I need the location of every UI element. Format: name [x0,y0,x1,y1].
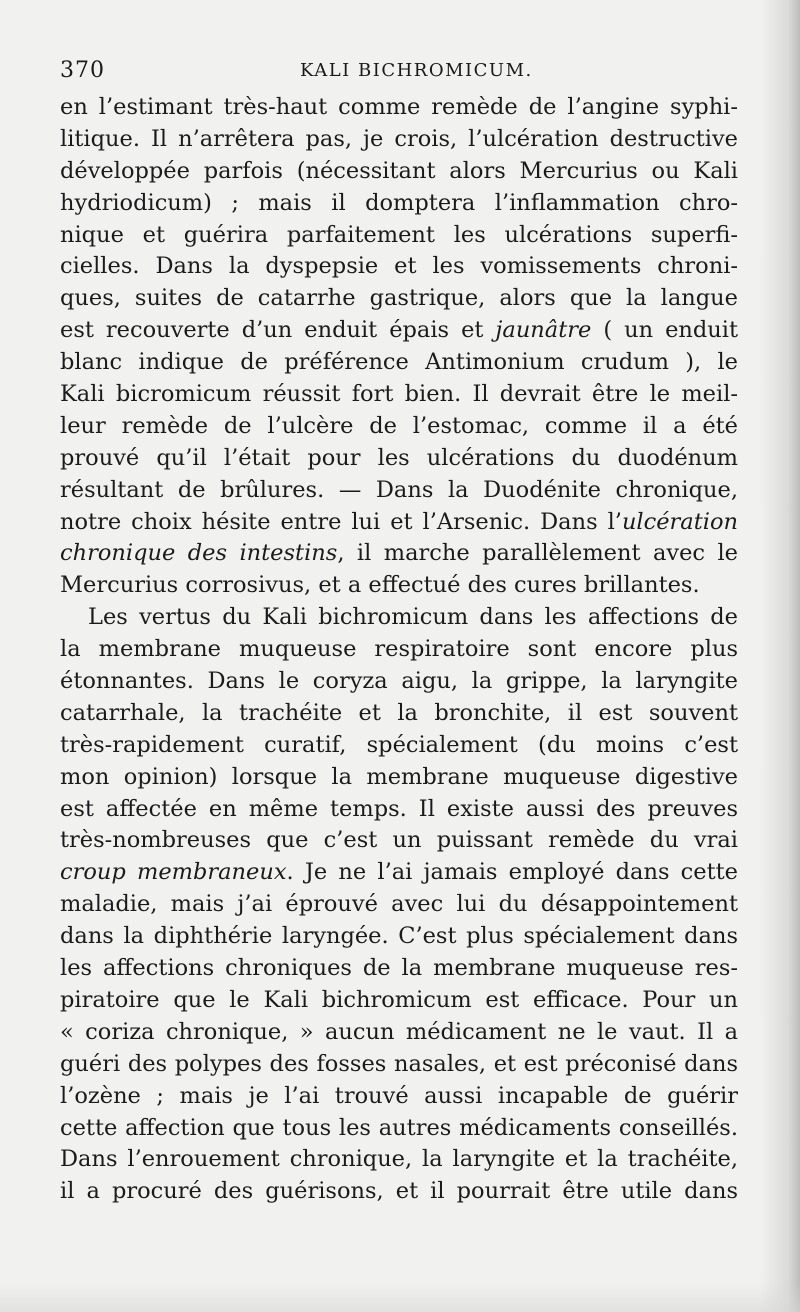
text-line [60,634,738,666]
italic-text: croup membraneux [60,859,287,886]
text-line [60,92,738,124]
text-segment: en l’estimant très-haut comme remède de l’angine syphi- [60,94,738,120]
text-segment: très-rapidement curatif, spécialement (du moins c’est [60,731,738,758]
italic-text: jaunâtre [495,317,592,344]
text-line [60,475,738,507]
text-line [60,698,738,730]
text-line [60,921,738,953]
text-segment: « coriza chronique, » aucun médicament ne le vaut. Il a [60,1018,738,1045]
text-line [60,188,738,220]
text-segment: piratoire que le Kali bichromicum est efficace. Pour un [60,986,738,1013]
text-segment: , il marche parallèlement avec le [337,540,738,567]
text-line [60,251,738,283]
text-segment: est affectée en même temps. Il existe aussi des preuves [60,795,738,822]
text-line [60,347,738,379]
running-title: KALI BICHROMICUM. [300,60,533,81]
text-line [60,1017,738,1049]
text-segment: il a procuré des guérisons, et il pourrait être utile dans [60,1178,738,1205]
page-edge-shadow [760,0,800,1312]
text-segment: ( un enduit [591,317,739,344]
text-line [60,794,738,826]
text-segment: la membrane muqueuse respiratoire sont encore plus [60,636,738,663]
text-segment: maladie, mais j’ai éprouvé avec lui du désappointement [60,891,738,918]
page-number: 370 [60,58,105,83]
text-line [60,570,738,602]
text-line [60,825,738,857]
text-line [60,602,738,634]
italic-text: ulcération [621,508,738,535]
text-segment: Mercurius corrosivus, et a effectué des cures brillantes. [60,572,700,599]
text-line [60,156,738,188]
text-line [60,666,738,698]
text-line [60,124,738,156]
text-segment: cette affection que tous les autres médicaments conseillés. [60,1114,738,1141]
text-line [60,730,738,762]
text-line [60,1144,738,1176]
text-line [60,538,738,570]
text-line [60,953,738,985]
running-header [60,58,710,88]
text-line [60,315,738,347]
text-segment: guéri des polypes des fosses nasales, et est préconisé dans [60,1050,738,1077]
text-line [60,1113,738,1145]
text-segment: litique. Il n’arrêtera pas, je crois, l’ulcération destructive [60,125,738,152]
text-segment: développée parfois (nécessitant alors Mercurius ou Kali [60,157,738,184]
text-segment: nique et guérira parfaitement les ulcérations superfi- [60,221,738,248]
text-segment: blanc indique de préférence Antimonium crudum ), le [60,349,738,376]
text-segment: très-nombreuses que c’est un puissant remède du vrai [60,827,738,854]
text-segment: leur remède de l’ulcère de l’estomac, comme il a été [60,412,738,439]
text-segment: est recouverte d’un enduit épais et [60,317,496,344]
text-segment: Kali bicromicum réussit fort bien. Il devrait être le meil- [60,381,738,408]
text-segment: notre choix hésite entre lui et l’Arsenic. Dans l’ [60,508,622,535]
text-segment: cielles. Dans la dyspepsie et les vomissements chroni- [60,253,738,280]
text-segment: hydriodicum) ; mais il domptera l’inflammation chro- [60,189,738,216]
text-line [60,283,738,315]
text-line [60,1081,738,1113]
text-segment: dans la diphthérie laryngée. C’est plus spécialement dans [60,923,738,950]
text-line [60,1176,738,1208]
text-line [60,985,738,1017]
page-bottom-shadow [0,1282,800,1312]
text-segment: Dans l’enrouement chronique, la laryngite et la trachéite, [60,1146,738,1173]
text-segment: étonnantes. Dans le coryza aigu, la grippe, la laryngite [60,668,738,695]
text-line [60,411,738,443]
text-segment: Les vertus du Kali bichromicum dans les affections de [88,604,738,631]
body-text [60,92,738,1208]
text-segment: l’ozène ; mais je l’ai trouvé aussi incapable de guérir [60,1082,738,1109]
italic-text: chronique des intestins [60,540,338,567]
text-segment: prouvé qu’il l’était pour les ulcérations du duodénum [60,444,738,471]
text-segment: . Je ne l’ai jamais employé dans cette [286,859,738,886]
text-segment: ques, suites de catarrhe gastrique, alors que la langue [60,285,738,312]
text-segment: résultant de brûlures. — Dans la Duodénite chronique, [60,476,738,503]
text-line [60,1049,738,1081]
text-line [60,220,738,252]
text-segment: les affections chroniques de la membrane muqueuse res- [60,955,738,982]
text-line [60,857,738,889]
text-line [60,762,738,794]
text-segment: catarrhale, la trachéite et la bronchite, il est souvent [60,699,738,726]
text-line [60,889,738,921]
text-line [60,443,738,475]
text-line [60,507,738,539]
text-segment: mon opinion) lorsque la membrane muqueuse digestive [60,763,738,790]
text-line [60,379,738,411]
